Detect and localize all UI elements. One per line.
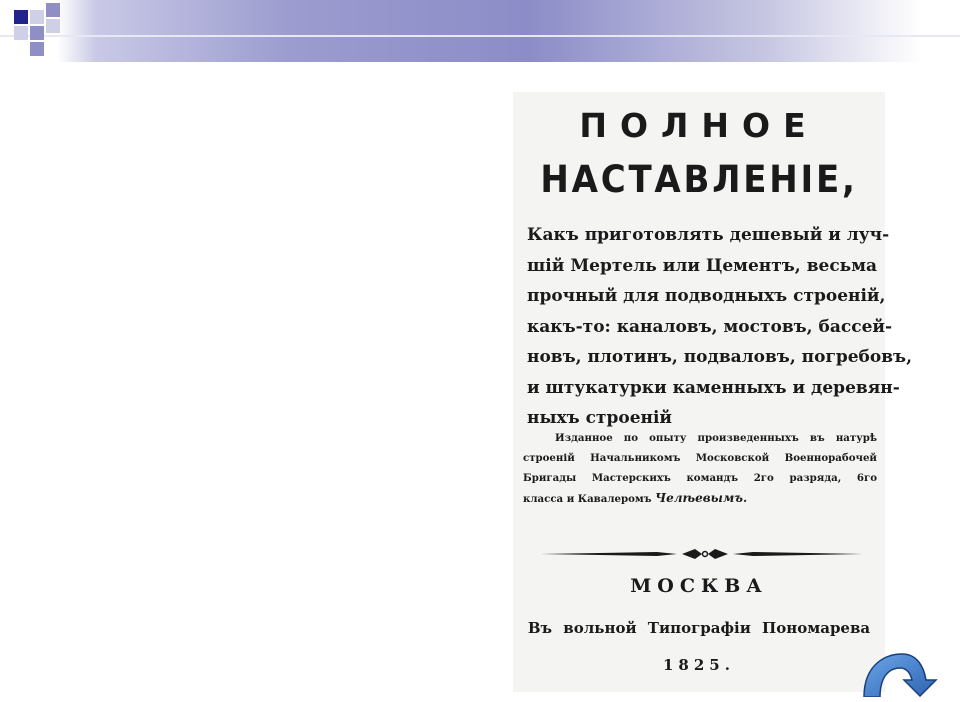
header-rule <box>0 35 960 37</box>
note-line <box>523 488 877 509</box>
curved-arrow-next-icon <box>858 650 942 697</box>
city: МОСКВА <box>630 575 768 597</box>
scanned-title-page <box>513 92 913 692</box>
publication-year: 1825. <box>663 656 735 674</box>
note-line: Изданное по опыту произведенныхъ въ натурѣ <box>555 432 877 444</box>
next-slide-button[interactable] <box>858 650 942 697</box>
note-line: Бригады Мастерскихъ командъ 2го разряда, 6го <box>523 472 877 484</box>
body-line: шій Мертель или Цементъ, весьма <box>527 255 877 276</box>
body-line: и штукатурки каменныхъ и деревян- <box>527 377 900 398</box>
publisher-note <box>523 428 877 509</box>
title-heading-2: НАСТАВЛЕНІЕ, <box>540 158 858 201</box>
note-line-text: класса и Кавалеромъ <box>523 493 652 505</box>
printer-line: Въ вольной Типографіи Пономарева <box>527 619 871 637</box>
body-line: какъ-то: каналовъ, мостовъ, бассей- <box>527 316 893 337</box>
body-line: прочный для подводныхъ строеній, <box>527 286 886 306</box>
body-line: Какъ приготовлять дешевый и луч- <box>527 225 890 245</box>
author-name: Челѣевымъ. <box>655 491 748 505</box>
note-line: строеній Начальникомъ Московской Военнорабочей <box>523 452 877 464</box>
title-heading-1: ПОЛНОЕ <box>579 106 819 145</box>
ornamental-divider <box>537 546 867 562</box>
title-body <box>527 220 913 434</box>
header-banner <box>0 0 960 62</box>
body-line: ныхъ строеній <box>527 408 673 428</box>
body-line: новъ, плотинъ, подваловъ, погребовъ, <box>527 347 913 367</box>
